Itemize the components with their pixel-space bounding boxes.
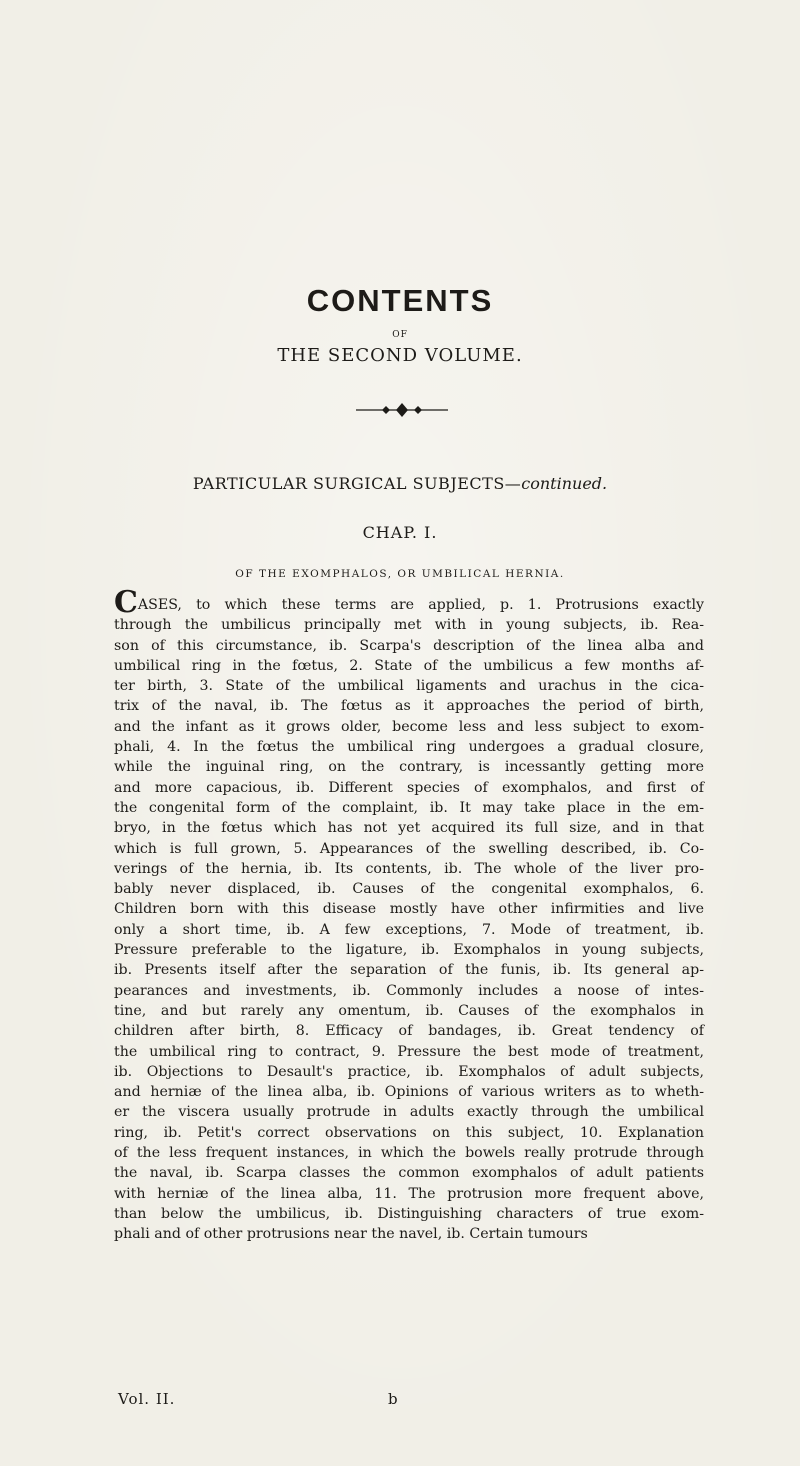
signature-mark: b (388, 1390, 398, 1408)
page-subtitle: THE SECOND VOLUME. (277, 345, 523, 366)
text-line: which is full grown, 5. Appearances of the swelling described, ib. Co- (114, 840, 704, 857)
contents-paragraph (114, 585, 704, 1245)
text-line: of the less frequent instances, in which the bowels really protrude through (114, 1145, 704, 1162)
text-line: and herniæ of the linea alba, ib. Opinions of various writers as to wheth- (114, 1084, 704, 1101)
text-line: bably never displaced, ib. Causes of the congenital exomphalos, 6. (114, 881, 704, 898)
chapter-heading: CHAP. I. (362, 523, 438, 542)
text-line: CASES, to which these terms are applied, p. 1. Protrusions exactly (114, 585, 704, 620)
text-line: ring, ib. Petit's correct observations on this subject, 10. Explanation (114, 1124, 704, 1141)
page-title: CONTENTS (306, 283, 494, 318)
text-line: pearances and investments, ib. Commonly includes a noose of intes- (114, 982, 704, 999)
text-line: Children born with this disease mostly have other infirmities and live (114, 901, 704, 918)
text-line: bryo, in the fœtus which has not yet acquired its full size, and in that (114, 820, 704, 837)
text-line: ter birth, 3. State of the umbilical ligaments and urachus in the cica- (114, 678, 704, 695)
text-line: with herniæ of the linea alba, 11. The protrusion more frequent above, (114, 1185, 704, 1202)
text-line: and the infant as it grows older, become less and less subject to exom- (114, 718, 704, 735)
text-line: er the viscera usually protrude in adults exactly through the umbilical (114, 1104, 704, 1121)
text-line: only a short time, ib. A few exceptions, 7. Mode of treatment, ib. (114, 921, 704, 938)
text-line: ib. Objections to Desault's practice, ib. Exomphalos of adult subjects, (114, 1063, 704, 1080)
drop-cap: C (114, 585, 138, 620)
text-line: than below the umbilicus, ib. Distinguishing characters of true exom- (114, 1205, 704, 1222)
text-line: through the umbilicus principally met with in young subjects, ib. Rea- (114, 617, 704, 634)
ornament-divider (352, 402, 452, 418)
text-line: and more capacious, ib. Different species of exomphalos, and first of (114, 779, 704, 796)
text-line: tine, and but rarely any omentum, ib. Causes of the exomphalos in (114, 1002, 704, 1019)
text-line: son of this circumstance, ib. Scarpa's description of the linea alba and (114, 637, 704, 654)
title-connector: OF (392, 330, 408, 340)
chapter-subheading: OF THE EXOMPHALOS, OR UMBILICAL HERNIA. (235, 568, 565, 580)
text-line: ib. Presents itself after the separation of the funis, ib. Its general ap- (114, 962, 704, 979)
text-line: Pressure preferable to the ligature, ib. Exomphalos in young subjects, (114, 942, 704, 959)
text-line: the umbilical ring to contract, 9. Pressure the best mode of treatment, (114, 1043, 704, 1060)
volume-marker: Vol. II. (118, 1390, 176, 1408)
text-line: the congenital form of the complaint, ib. It may take place in the em- (114, 799, 704, 816)
text-line: phali and of other protrusions near the navel, ib. Certain tumours (114, 1226, 588, 1243)
section-heading (0, 474, 800, 493)
text-line: children after birth, 8. Efficacy of bandages, ib. Great tendency of (114, 1023, 704, 1040)
text-line: the naval, ib. Scarpa classes the common exomphalos of adult patients (114, 1165, 704, 1182)
text-line: trix of the naval, ib. The fœtus as it approaches the period of birth, (114, 698, 704, 715)
section-label: PARTICULAR SURGICAL SUBJECTS— (192, 474, 522, 493)
text-line: while the inguinal ring, on the contrary, is incessantly getting more (114, 759, 704, 776)
text-line: umbilical ring in the fœtus, 2. State of the umbilicus a few months af- (114, 657, 704, 674)
section-continued: continued. (521, 474, 608, 493)
text-line: verings of the hernia, ib. Its contents, ib. The whole of the liver pro- (114, 860, 704, 877)
text-line: phali, 4. In the fœtus the umbilical ring undergoes a gradual closure, (114, 739, 704, 756)
